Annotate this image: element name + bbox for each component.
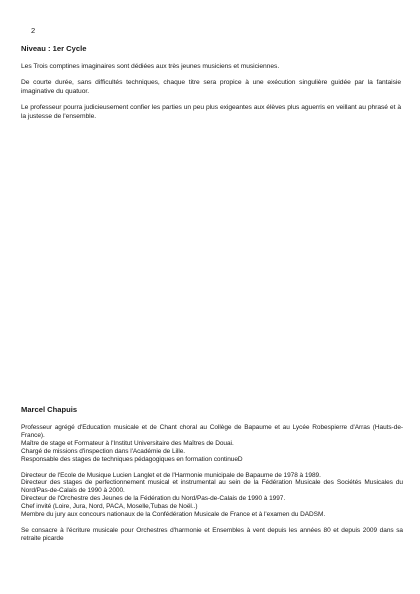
- level-heading: Niveau : 1er Cycle: [21, 44, 87, 53]
- biography-line: Membre du jury aux concours nationaux de la Confédération Musicale de France et à l'examen du DADSM.: [21, 511, 326, 519]
- biography-line: Directeur de l'Ecole de Musique Lucien Langlet et de l'Harmonie municipale de Bapaume de 1978 à 1989.: [21, 471, 321, 479]
- biography-line: Chef invité (Loire, Jura, Nord, PACA, Moselle,Tubas de Noël..): [21, 503, 198, 511]
- biography-section: [21, 405, 403, 551]
- biography-line: Maître de stage et Formateur à l'Institut Universitaire des Maîtres de Douai.: [21, 439, 234, 447]
- biography-line: Directeur des stages de perfectionnement musical et instrumental au sein de la Fédération Musicale des Sociétés Musicales du Nord/Pas-de-Calais de 1990 à 2000.: [21, 479, 403, 495]
- biography-composition-block: [21, 527, 403, 543]
- biography-line: Directeur de l'Orchestre des Jeunes de la Fédération du Nord/Pas-de-Calais de 1990 à 1997.: [21, 495, 286, 503]
- biography-teaching-block: [21, 424, 403, 464]
- biography-line: Chargé de missions d'inspection dans l'Académie de Lille.: [21, 447, 186, 455]
- biography-direction-block: [21, 472, 403, 519]
- level-paragraph-dedication: Les Trois comptines imaginaires sont dédiées aux très jeunes musiciens et musiciennes.: [21, 63, 280, 70]
- biography-heading: Marcel Chapuis: [21, 405, 78, 414]
- level-paragraph-teacher: Le professeur pourra judicieusement confier les parties un peu plus exigeantes aux élèves plus aguerris en veillant au phrasé et à la justesse de l'ensemble.: [21, 104, 401, 120]
- level-section: [21, 44, 401, 129]
- biography-line: Professeur agrégé d'Education musicale et de Chant choral au Collège de Bapaume et au Lycée Robespierre d'Arras (Hauts-de-France).: [21, 424, 403, 439]
- biography-line: Responsable des stages de techniques pédagogiques en formation continueD: [21, 455, 243, 463]
- level-paragraph-duration: De courte durée, sans difficultés techniques, chaque titre sera propice à une exécution singulière guidée par la fantaisie imaginative du quatuor.: [21, 79, 401, 95]
- page-number: 2: [31, 26, 36, 35]
- biography-line: Se consacre à l'écriture musicale pour Orchestres d'harmonie et Ensembles à vent depuis les années 80 et depuis 2009 dans sa retraite picarde: [21, 526, 403, 542]
